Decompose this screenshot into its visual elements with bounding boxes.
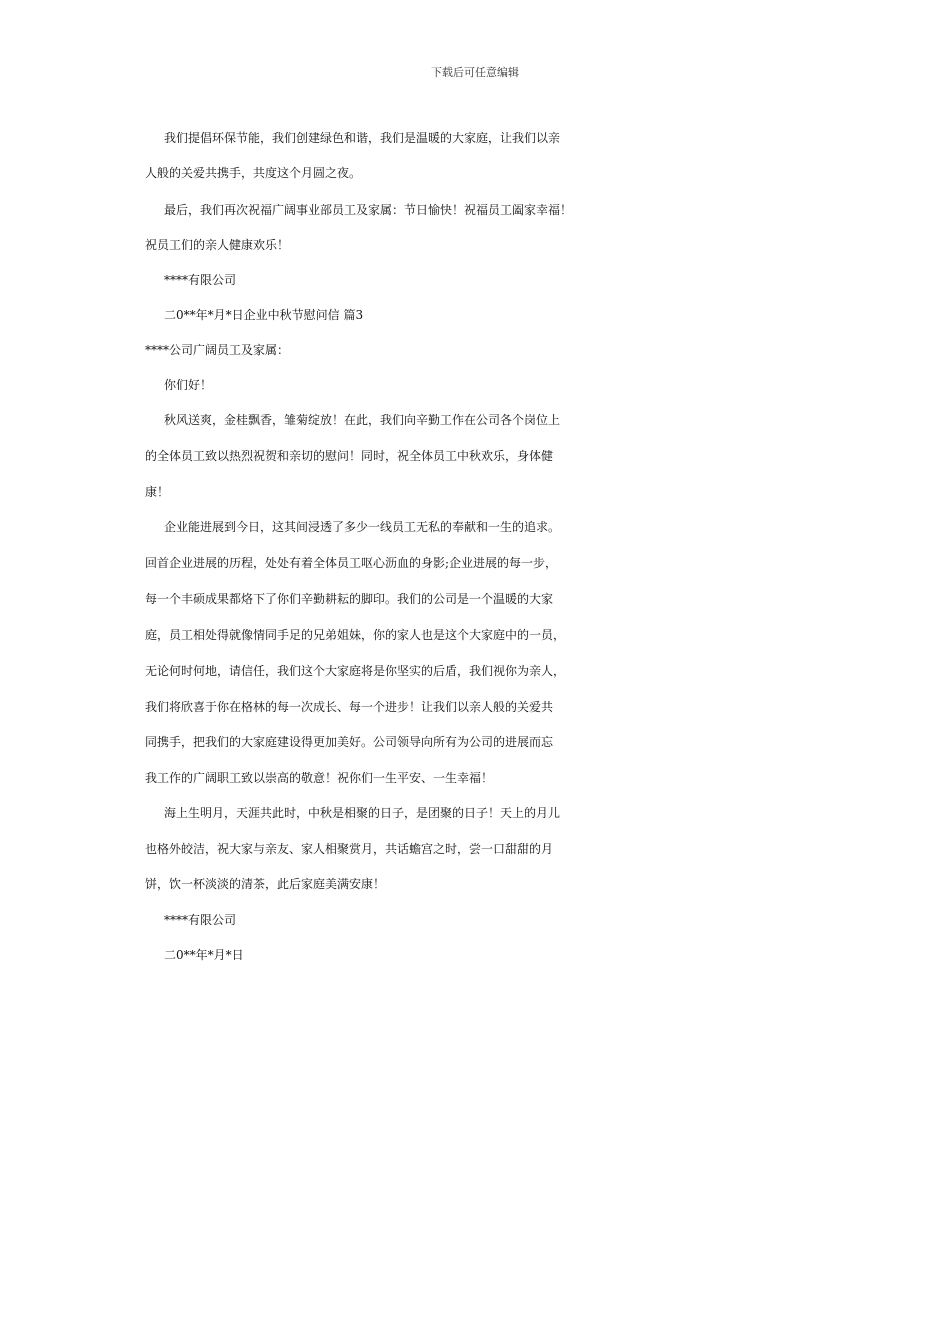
text-line: 康！ — [145, 485, 170, 499]
text-line: ****公司广阔员工及家属： — [145, 343, 290, 357]
signature-date: 二0**年*月*日 — [164, 948, 244, 962]
signature-company: ****有限公司 — [164, 913, 237, 927]
text-line: 也格外皎洁，祝大家与亲友、家人相聚赏月，共话蟾宫之时，尝一口甜甜的月 — [145, 842, 554, 856]
text-line: 我们提倡环保节能，我们创建绿色和谐，我们是温暖的大家庭，让我们以亲 — [164, 131, 561, 145]
text-line: 饼，饮一杯淡淡的清茶，此后家庭美满安康！ — [145, 877, 386, 891]
text-line: 企业能进展到今日，这其间浸透了多少一线员工无私的奉献和一生的追求。 — [164, 520, 561, 534]
text-line: 每一个丰硕成果都烙下了你们辛勤耕耘的脚印。我们的公司是一个温暖的大家 — [145, 592, 554, 606]
text-line: 祝员工们的亲人健康欢乐！ — [145, 238, 290, 252]
text-line: 你们好！ — [164, 378, 213, 392]
section-title: 二0**年*月*日企业中秋节慰问信 篇3 — [164, 308, 364, 322]
text-line: 海上生明月，天涯共此时，中秋是相聚的日子，是团聚的日子！天上的月儿 — [164, 806, 561, 820]
text-line: 我工作的广阔职工致以崇高的敬意！祝你们一生平安、一生幸福！ — [145, 771, 494, 785]
text-line: 无论何时何地，请信任，我们这个大家庭将是你坚实的后盾，我们视你为亲人， — [145, 664, 566, 678]
text-line: 庭，员工相处得就像情同手足的兄弟姐妹，你的家人也是这个大家庭中的一员， — [145, 628, 566, 642]
text-line: 人般的关爱共携手，共度这个月圆之夜。 — [145, 166, 362, 180]
text-line: 同携手，把我们的大家庭建设得更加美好。公司领导向所有为公司的进展而忘 — [145, 735, 554, 749]
text-line: 回首企业进展的历程，处处有着全体员工呕心沥血的身影;企业进展的每一步， — [145, 556, 558, 570]
text-line: 我们将欣喜于你在格林的每一次成长、每一个进步！让我们以亲人般的关爱共 — [145, 700, 554, 714]
text-line: 最后，我们再次祝福广阔事业部员工及家属：节日愉快！祝福员工阖家幸福！ — [164, 203, 573, 217]
page-header: 下载后可任意编辑 — [431, 66, 519, 79]
text-line: ****有限公司 — [164, 273, 237, 287]
text-line: 的全体员工致以热烈祝贺和亲切的慰问！同时，祝全体员工中秋欢乐，身体健 — [145, 449, 554, 463]
text-line: 秋风送爽，金桂飘香，雏菊绽放！在此，我们向辛勤工作在公司各个岗位上 — [164, 413, 561, 427]
